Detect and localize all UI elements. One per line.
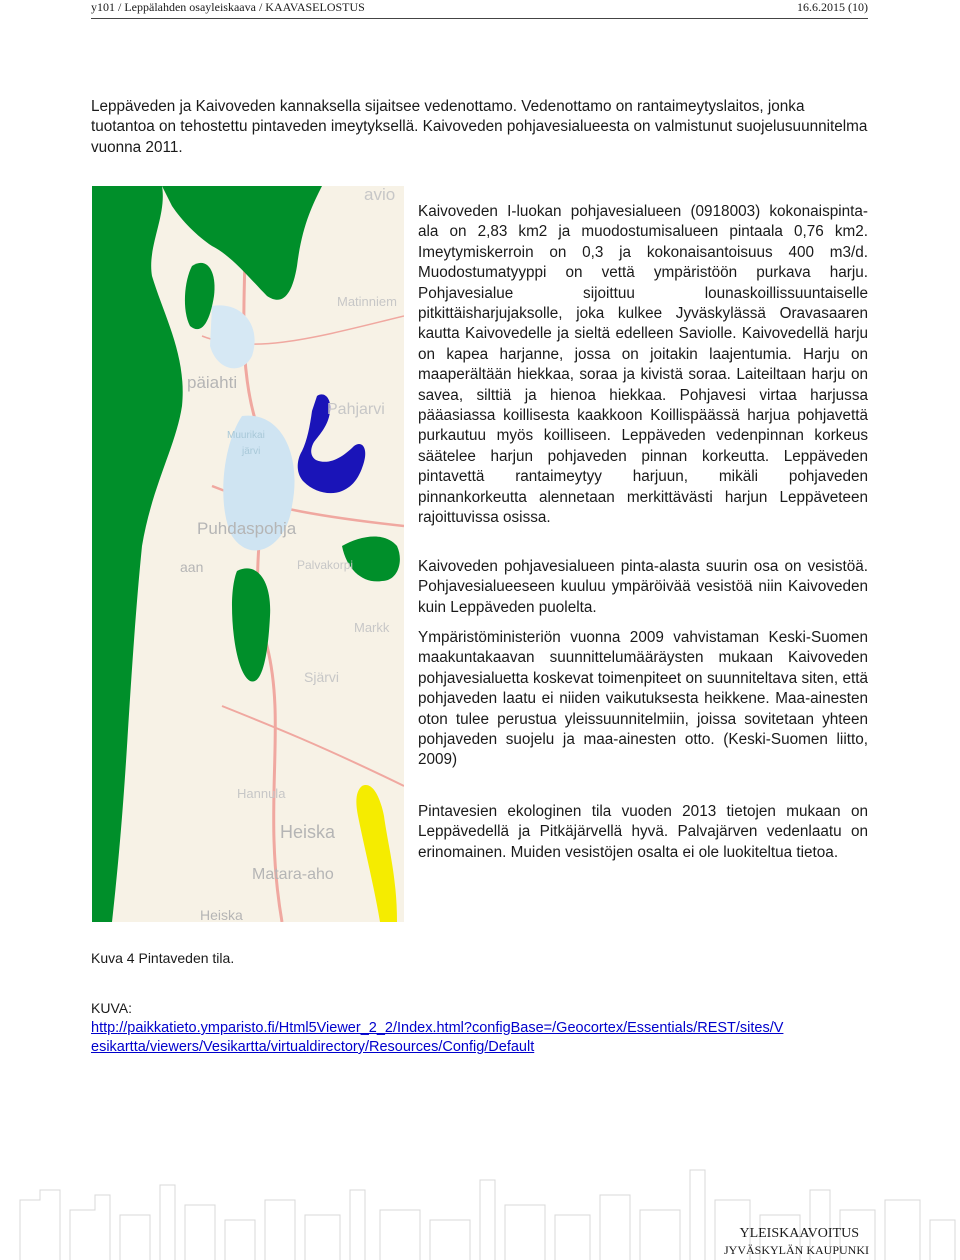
map-label: Pahjarvi [327, 401, 385, 418]
map-label: Matara-aho [252, 866, 334, 883]
map-label: avio [364, 186, 396, 204]
groundwater-area-paragraph: Kaivoveden pohjavesialueen pinta-alasta suurin osa on vesistöä. Pohjavesialueeseen kuuluu ympäröivää vesistöä niin Kaivoveden kuin Leppäveden puolelta. [418, 558, 868, 616]
map-label: Heiska [200, 907, 243, 922]
map-label: Puhdaspohja [197, 519, 297, 538]
source-link-line: esikartta/viewers/Vesikartta/virtualdirectory/Resources/Config/Default [91, 1039, 535, 1055]
map-label: Palvakorpi [297, 558, 354, 572]
map-label: päiahti [187, 373, 238, 392]
source-link-line: http://paikkatieto.ymparisto.fi/Html5Viewer_2_2/Index.html?configBase=/Geocortex/Essentials/REST/sites/V [91, 1020, 784, 1036]
page-header [91, 0, 868, 16]
ecological-status-paragraph: Pintavesien ekologinen tila vuoden 2013 tietojen mukaan on Leppävedellä ja Pitkäjärvellä hyvä. Palvajärven vedenlaatu on erinomainen. Muiden vesistöjen osalta ei ole luokiteltua tietoa. [418, 803, 868, 861]
map-label: Hannula [237, 786, 286, 801]
page-date-number: 16.6.2015 (10) [797, 0, 868, 14]
figure-caption: Kuva 4 Pintaveden tila. [91, 950, 235, 966]
source-link[interactable] [91, 1019, 871, 1057]
map-label: aan [180, 559, 204, 575]
map-label: Muurikai [227, 430, 265, 441]
groundwater-description-paragraph: Kaivoveden I-luokan pohjavesialueen (0918003) kokonaispinta-ala on 2,83 km2 ja muodostumisalueen pintaala 0,76 km2. Imeytymiskerroin on 0,3 ja kokonaisantoisuus 400 m3/d. Muodostumatyyppi on vettä ympäristöön purkava harju. Pohjavesialue sijoittuu lounaskoillissuuntaiselle pitkittäisharjujaksolle, joka kulkee Jyväskylässä Oravasaaren kautta Kaivovedelle ja sieltä edelleen Saviolle. Kaivovedellä harju on kapea harjanne, jossa on joitakin laajentumia. Harju on maaperältään hiekkaa, soraa ja kivistä soraa. Laiteiltaan harju on savea, silttiä ja hienoa hiekkaa. Pohjavesi virtaa harjussa pääasiassa koillisesta kaakkoon Koillispäässä harjua pohjavettä purkautuu myös koilliseen. Leppäveden vedenpinnan korkeus säätelee harjun pohjaveden pinnan korkeutta. Leppäveden pintavettä rantaimeytyy harjuun, mikäli pohjaveden pinnankorkeutta alennetaan merkittävästi harjun Leppäveteen rajoittuvissa osissa. [418, 203, 868, 527]
footer-department: YLEISKAAVOITUS [739, 1226, 859, 1241]
footer-city: JYVÄSKYLÄN KAUPUNKI [723, 1243, 869, 1257]
surface-water-map [92, 186, 404, 922]
map-label: Heiska [280, 822, 336, 842]
map-label: Sjärvi [304, 669, 340, 685]
map-label: järvi [242, 446, 261, 457]
regional-plan-paragraph: Ympäristöministeriön vuonna 2009 vahvistaman Keski-Suomen maakuntakaavan suunnittelumääräysten mukaan Kaivoveden pohjavesialuetta koskevat toimenpiteet on suunniteltava siten, että pohjaveden laatu ei niiden vaikutuksesta heikkene. Maa-ainesten oton tulee perustua yleissuunnitelmiin, joissa sovitetaan yhteen pohjaveden suojelu ja maa-ainesten otto. (Keski-Suomen liitto, 2009) [418, 629, 868, 769]
header-rule [91, 18, 868, 19]
document-title: y101 / Leppälahden osayleiskaava / KAAVASELOSTUS [91, 0, 365, 14]
map-label: Markk [354, 620, 390, 635]
map-label: Matinniem [337, 294, 397, 309]
source-label: KUVA: [91, 1000, 132, 1016]
intro-paragraph: Leppäveden ja Kaivoveden kannaksella sijaitsee vedenottamo. Vedenottamo on rantaimeytyslaitos, jonka tuotantoa on tehostettu pintaveden imeytyksellä. Kaivoveden pohjavesialueesta on valmistunut suojelusuunnitelma vuonna 2011. [91, 98, 868, 156]
